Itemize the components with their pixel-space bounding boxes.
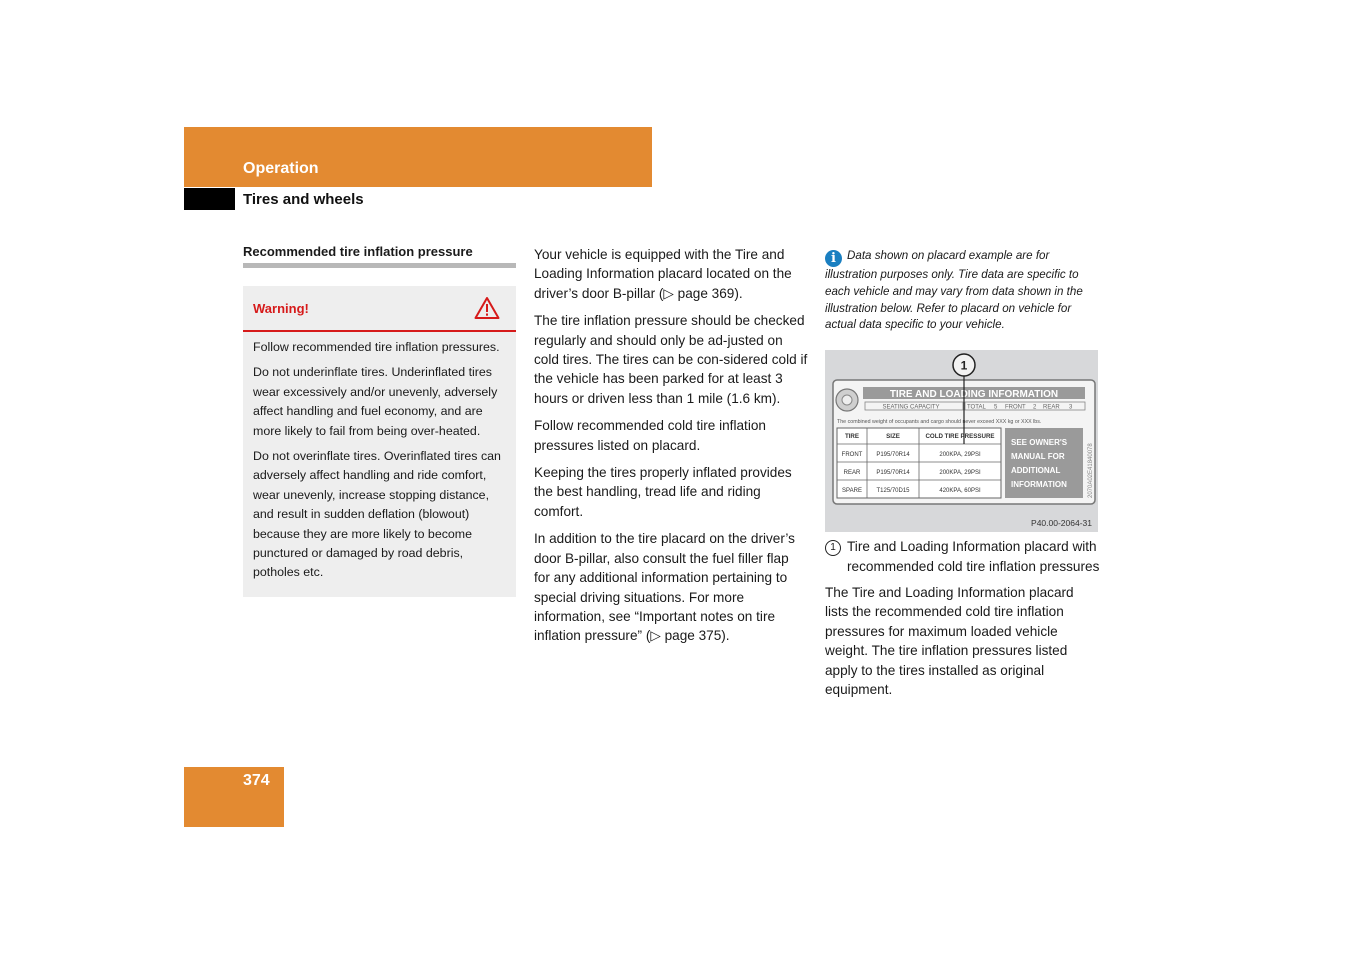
warning-triangle-icon (474, 296, 500, 320)
info-note-text: Data shown on placard example are for illustration purposes only. Tire data are specific to each vehicle and may vary from data shown in the illustration below. Refer to placard on vehicle for actual data specific to your vehicle. (825, 249, 1083, 332)
placard-total-label: TOTAL (967, 404, 986, 411)
placard-cell: P195/70R14 (876, 452, 910, 459)
warning-paragraph: Do not underinflate tires. Underinflated tires wear excessively and/or unevenly, adversely affect handling and fuel economy, and are more likely to fail from being over-heated. (253, 365, 498, 438)
section-title: Tires and wheels (243, 191, 364, 208)
info-note (825, 248, 1100, 334)
body-paragraph: The Tire and Loading Information placard lists the recommended cold tire inflation pressures for maximum loaded vehicle weight. The tire inflation pressures listed apply to the tires installed as original equipment. (825, 585, 1074, 698)
placard-illustration (825, 350, 1098, 532)
placard-cell: T125/70D15 (876, 488, 910, 495)
figure-callout-1: 1 (960, 358, 968, 373)
placard-cell: 200KPA, 29PSI (939, 470, 981, 477)
section-marker (184, 188, 235, 210)
placard-side-code: 2070A02E41840078 (1088, 443, 1094, 499)
page-number: 374 (243, 772, 270, 789)
placard-see-manual: SEE OWNER'S (1011, 438, 1068, 448)
caption-callout: 1 (825, 540, 841, 556)
placard-front-label: FRONT (1005, 404, 1026, 411)
placard-cell: REAR (843, 470, 861, 477)
left-column (243, 244, 516, 597)
warning-body (243, 332, 516, 583)
placard-front-value: 2 (1033, 404, 1037, 411)
placard-total-value: 5 (994, 404, 998, 411)
right-column (825, 248, 1100, 699)
body-paragraph: In addition to the tire placard on the driver’s door B-pillar, also consult the fuel filler flap for any additional information pertaining to special driving situations. For more information, see “Important notes on tire inflation pressure” (▷ page 375). (534, 531, 795, 644)
placard-header-cell: TIRE (844, 433, 860, 441)
placard-rear-value: 3 (1069, 404, 1073, 411)
caption-text: Tire and Loading Information placard with recommended cold tire inflation pressures (847, 539, 1100, 574)
warning-paragraph: Do not overinflate tires. Overinflated tires can adversely affect handling and ride comfort, wear unevenly, increase stopping distance, and result in sudden deflation (blowout) because they are more likely to become punctured or damaged by road debris, potholes etc. (253, 449, 501, 580)
placard-see-manual: ADDITIONAL (1011, 466, 1061, 476)
placard-cell: FRONT (841, 452, 863, 459)
placard-title: TIRE AND LOADING INFORMATION (889, 389, 1059, 401)
placard-cell: P195/70R14 (876, 470, 910, 477)
warning-header (243, 286, 516, 332)
placard-cell: 420KPA, 60PSI (939, 488, 981, 495)
info-icon: i (825, 250, 842, 267)
placard-see-manual: MANUAL FOR (1011, 452, 1065, 462)
placard-header-cell: SIZE (886, 433, 900, 441)
body-paragraph: Keeping the tires properly inflated provides the best handling, tread life and riding comfort. (534, 465, 792, 519)
warning-paragraph: Follow recommended tire inflation pressures. (253, 340, 500, 354)
figure-caption (825, 537, 1100, 576)
section-heading: Recommended tire inflation pressure (243, 244, 516, 268)
chapter-title: Operation (243, 160, 319, 177)
placard-seating: SEATING CAPACITY (882, 404, 940, 411)
placard-figure (825, 350, 1098, 532)
placard-cell: SPARE (842, 488, 862, 495)
placard-see-manual: INFORMATION (1011, 480, 1067, 490)
placard-cell: 200KPA, 29PSI (939, 452, 981, 459)
body-paragraph: Follow recommended cold tire inflation pressures listed on placard. (534, 418, 766, 453)
placard-combined-text: The combined weight of occupants and cargo should never exceed XXX kg or XXX lbs. (837, 419, 1042, 426)
warning-box (243, 286, 516, 597)
header-band (184, 127, 652, 187)
placard-rear-label: REAR (1043, 404, 1060, 411)
warning-title: Warning! (253, 300, 309, 316)
placard-header-cell: COLD TIRE PRESSURE (925, 433, 995, 441)
figure-code: P40.00-2064-31 (1031, 518, 1092, 529)
body-paragraph: Your vehicle is equipped with the Tire and Loading Information placard located on the driver’s door B-pillar (▷ page 369). (534, 247, 792, 301)
body-paragraph: The tire inflation pressure should be checked regularly and should only be ad-justed on cold tires. The tires can be con-sidered cold if the vehicle has been parked for at least 3 hours or driven less than 1 mile (1.6 km). (534, 313, 808, 406)
middle-column (534, 245, 808, 654)
